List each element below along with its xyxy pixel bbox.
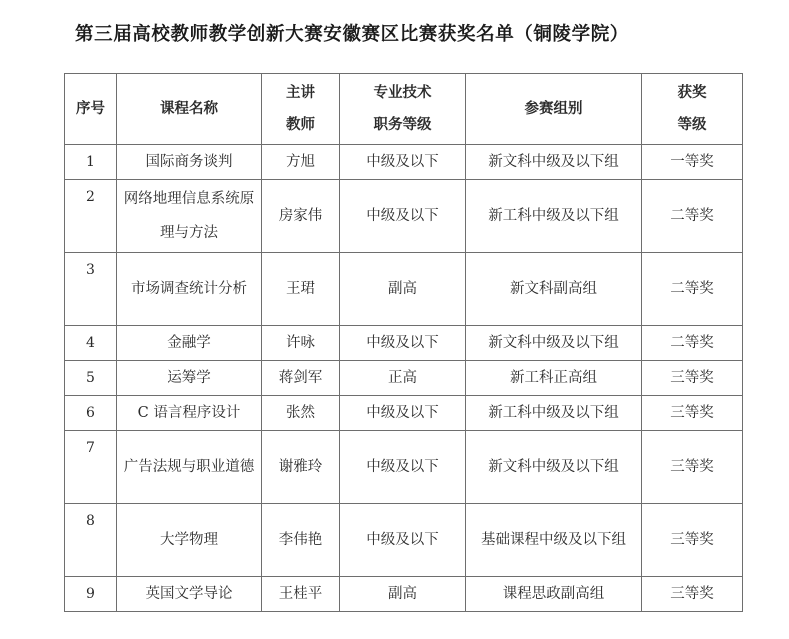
- cell-group: 新文科副高组: [466, 253, 642, 326]
- cell-course: 大学物理: [117, 504, 262, 577]
- table-header-row: [65, 74, 743, 145]
- header-title-line2: 职务等级: [373, 117, 432, 133]
- table-row: [65, 504, 743, 577]
- table-row: [65, 431, 743, 504]
- cell-title: 正高: [340, 361, 466, 396]
- cell-index: 3: [65, 253, 117, 326]
- cell-course: 英国文学导论: [117, 577, 262, 612]
- cell-course: 运筹学: [117, 361, 262, 396]
- cell-award: 一等奖: [642, 145, 743, 180]
- cell-group: 新文科中级及以下组: [466, 145, 642, 180]
- table-row: [65, 253, 743, 326]
- cell-group: 新工科中级及以下组: [466, 396, 642, 431]
- cell-index: 7: [65, 431, 117, 504]
- table-row: [65, 145, 743, 180]
- header-group: 参赛组别: [466, 74, 642, 145]
- header-award-line2: 等级: [677, 117, 707, 133]
- cell-award: 三等奖: [642, 361, 743, 396]
- cell-title: 副高: [340, 577, 466, 612]
- cell-course: 金融学: [117, 326, 262, 361]
- cell-group: 新文科中级及以下组: [466, 326, 642, 361]
- cell-award: 二等奖: [642, 326, 743, 361]
- award-table: [64, 73, 743, 612]
- cell-title: 中级及以下: [340, 504, 466, 577]
- cell-teacher: 王桂平: [262, 577, 340, 612]
- header-teacher: [262, 74, 340, 145]
- cell-course: 国际商务谈判: [117, 145, 262, 180]
- cell-course: 市场调查统计分析: [117, 253, 262, 326]
- header-teacher-line2: 教师: [286, 117, 315, 133]
- cell-group: 新工科正高组: [466, 361, 642, 396]
- table-row: [65, 396, 743, 431]
- page-title: 第三届高校教师教学创新大赛安徽赛区比赛获奖名单（铜陵学院）: [75, 24, 629, 45]
- cell-index: 8: [65, 504, 117, 577]
- header-course: 课程名称: [117, 74, 262, 145]
- cell-index: 1: [65, 145, 117, 180]
- cell-title: 中级及以下: [340, 431, 466, 504]
- cell-title: 中级及以下: [340, 396, 466, 431]
- cell-award: 三等奖: [642, 577, 743, 612]
- cell-index: 9: [65, 577, 117, 612]
- cell-title: 中级及以下: [340, 326, 466, 361]
- cell-award: 三等奖: [642, 431, 743, 504]
- table-row: [65, 361, 743, 396]
- header-title: [340, 74, 466, 145]
- cell-teacher: 谢雅玲: [262, 431, 340, 504]
- header-award: [642, 74, 743, 145]
- cell-teacher: 蒋剑军: [262, 361, 340, 396]
- cell-teacher: 张然: [262, 396, 340, 431]
- header-award-line1: 获奖: [677, 85, 707, 101]
- cell-teacher: 许咏: [262, 326, 340, 361]
- cell-award: 三等奖: [642, 504, 743, 577]
- cell-teacher: 房家伟: [262, 180, 340, 253]
- table-row: [65, 577, 743, 612]
- cell-group: 课程思政副高组: [466, 577, 642, 612]
- cell-teacher: 王珺: [262, 253, 340, 326]
- cell-index: 4: [65, 326, 117, 361]
- cell-title: 副高: [340, 253, 466, 326]
- cell-index: 5: [65, 361, 117, 396]
- cell-group: 基础课程中级及以下组: [466, 504, 642, 577]
- header-title-line1: 专业技术: [373, 85, 432, 101]
- cell-award: 二等奖: [642, 253, 743, 326]
- cell-index: 2: [65, 180, 117, 253]
- header-index: 序号: [65, 74, 117, 145]
- cell-index: 6: [65, 396, 117, 431]
- header-teacher-line1: 主讲: [286, 85, 315, 101]
- cell-course: 网络地理信息系统原理与方法: [117, 180, 262, 253]
- cell-title: 中级及以下: [340, 180, 466, 253]
- cell-award: 二等奖: [642, 180, 743, 253]
- cell-course: 广告法规与职业道德: [117, 431, 262, 504]
- table-row: [65, 326, 743, 361]
- cell-title: 中级及以下: [340, 145, 466, 180]
- cell-group: 新文科中级及以下组: [466, 431, 642, 504]
- cell-award: 三等奖: [642, 396, 743, 431]
- cell-teacher: 方旭: [262, 145, 340, 180]
- cell-group: 新工科中级及以下组: [466, 180, 642, 253]
- table-row: [65, 180, 743, 253]
- cell-course: C 语言程序设计: [117, 396, 262, 431]
- cell-teacher: 李伟艳: [262, 504, 340, 577]
